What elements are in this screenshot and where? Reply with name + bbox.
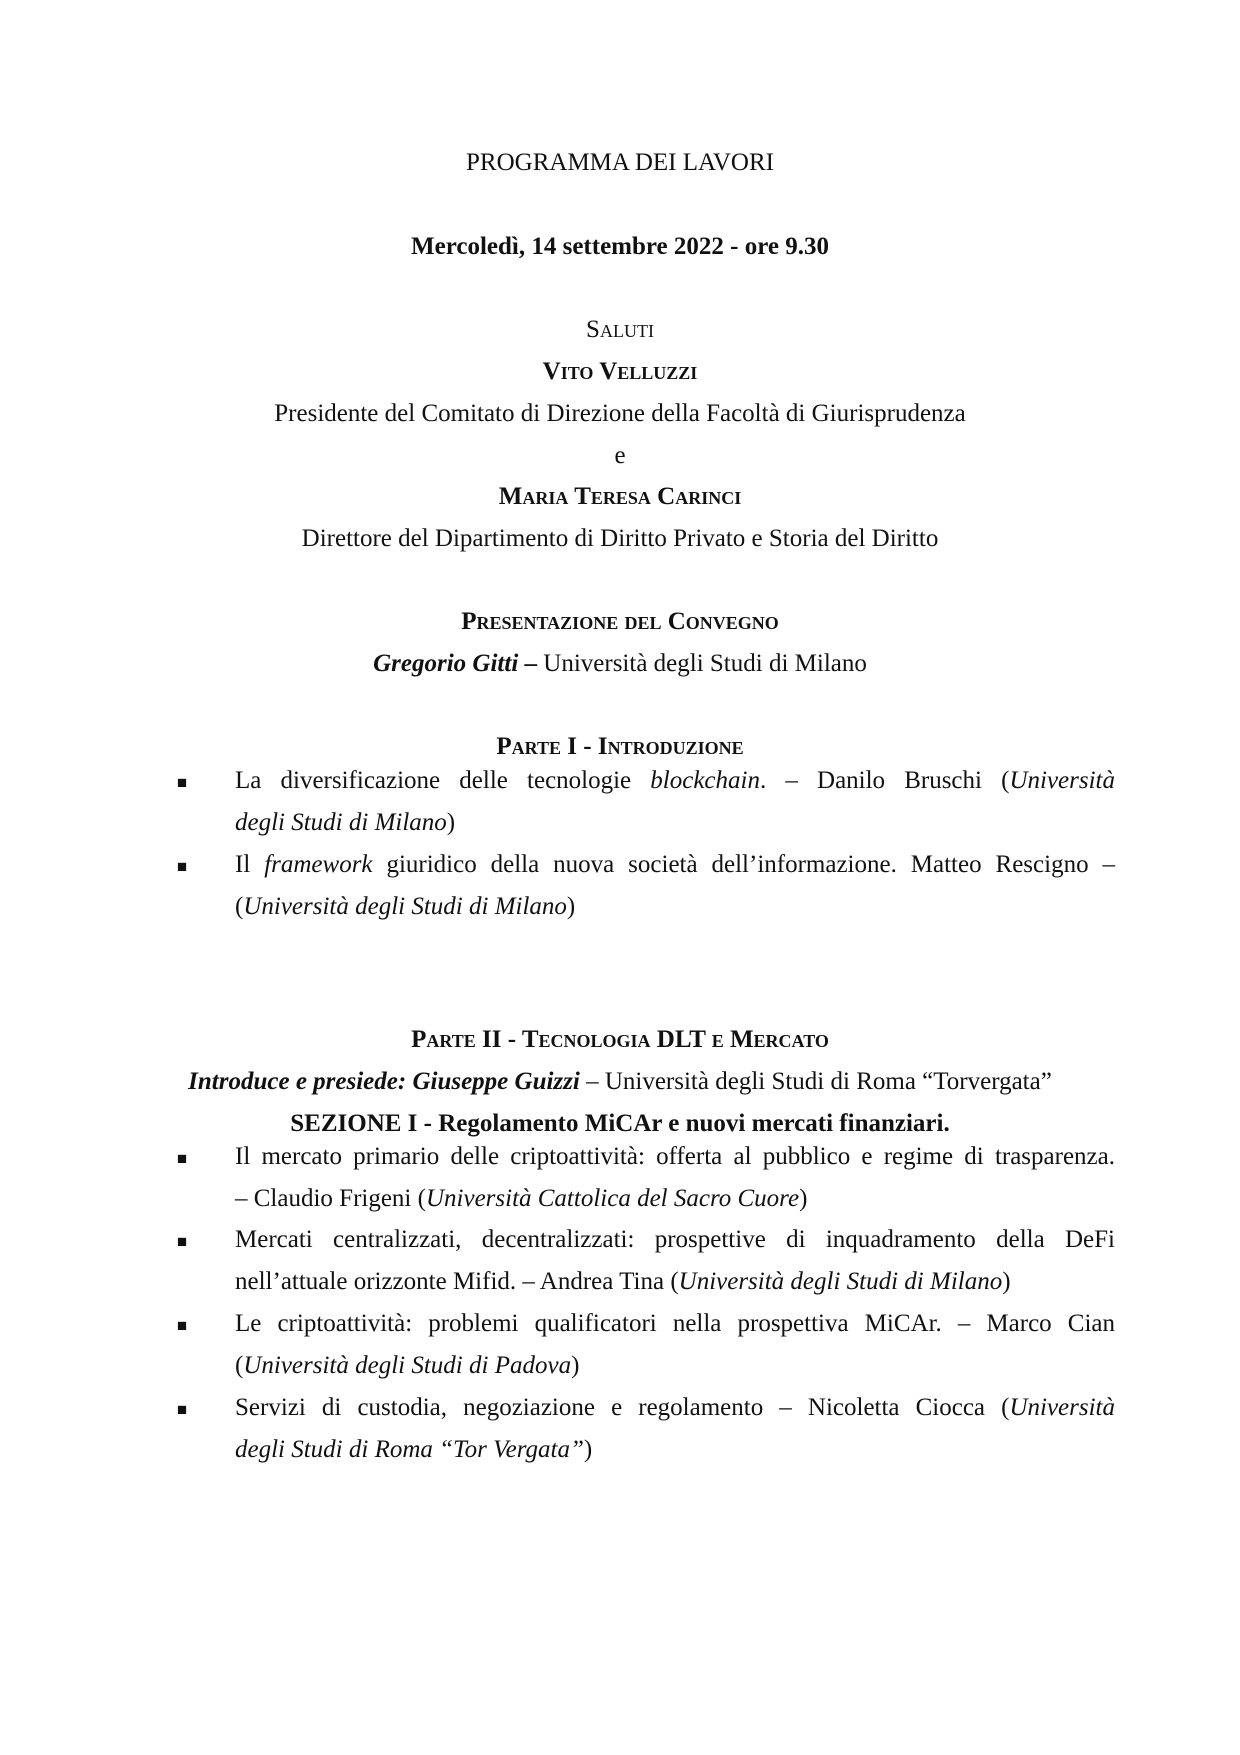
bullet-icon: ■	[176, 1316, 188, 1335]
part2-heading: Parte II - Tecnologia DLT e Mercato	[411, 1026, 829, 1053]
speaker-name-velluzzi: Vito Velluzzi	[542, 358, 698, 385]
list-item-line: degli Studi di Roma “Tor Vergata”)	[235, 1436, 593, 1463]
list-item-line: Il mercato primario delle criptoattività: offerta al pubblico e regime di trasparenza.	[235, 1143, 1115, 1170]
part1-heading: Parte I - Introduzione	[496, 733, 744, 760]
event-date: Mercoledì, 14 settembre 2022 - ore 9.30	[411, 233, 829, 260]
presentation-speaker	[0, 648, 1240, 680]
list-item-line: La diversificazione delle tecnologie blockchain. – Danilo Bruschi (Università	[235, 767, 1115, 794]
list-item-line: (Università degli Studi di Milano)	[235, 893, 576, 920]
conjunction: e	[614, 442, 626, 469]
list-item-line: nell’attuale orizzonte Mifid. – Andrea Tina (Università degli Studi di Milano)	[235, 1268, 1011, 1295]
bullet-icon: ■	[176, 1232, 188, 1251]
speaker-role-velluzzi: Presidente del Comitato di Direzione della Facoltà di Giurisprudenza	[274, 400, 966, 427]
part2-chair	[0, 1066, 1240, 1098]
page-title: PROGRAMMA DEI LAVORI	[466, 149, 774, 176]
bullet-icon: ■	[176, 1149, 188, 1168]
list-item-line: Mercati centralizzati, decentralizzati: prospettive di inquadramento della DeFi	[235, 1226, 1115, 1253]
presentation-heading: Presentazione del Convegno	[461, 608, 779, 635]
bullet-icon: ■	[176, 857, 188, 876]
list-item-line: degli Studi di Milano)	[235, 809, 456, 836]
part2-chair-affiliation: – Università degli Studi di Roma “Torvergata”	[579, 1068, 1052, 1095]
list-item-line: (Università degli Studi di Padova)	[235, 1352, 580, 1379]
list-item-line: Il framework giuridico della nuova società dell’informazione. Matteo Rescigno –	[235, 851, 1115, 878]
list-item-line: Le criptoattività: problemi qualificatori nella prospettiva MiCAr. – Marco Cian	[235, 1310, 1115, 1337]
presentation-speaker-affiliation: Università degli Studi di Milano	[543, 650, 867, 677]
list-item-line: – Claudio Frigeni (Università Cattolica del Sacro Cuore)	[235, 1185, 808, 1212]
presentation-speaker-name: Gregorio Gitti	[373, 650, 519, 677]
bullet-icon: ■	[176, 1400, 188, 1419]
speaker-role-carinci: Direttore del Dipartimento di Diritto Privato e Storia del Diritto	[301, 525, 939, 552]
bullet-icon: ■	[176, 773, 188, 792]
part2-chair-label: Introduce e presiede: Giuseppe Guizzi	[188, 1068, 580, 1095]
list-item-line: Servizi di custodia, negoziazione e regolamento – Nicoletta Ciocca (Università	[235, 1394, 1115, 1421]
section-title: SEZIONE I - Regolamento MiCAr e nuovi mercati finanziari.	[290, 1110, 950, 1137]
presentation-speaker-separator: –	[518, 650, 544, 677]
greetings-label: Saluti	[586, 316, 654, 343]
speaker-name-carinci: Maria Teresa Carinci	[498, 483, 742, 510]
